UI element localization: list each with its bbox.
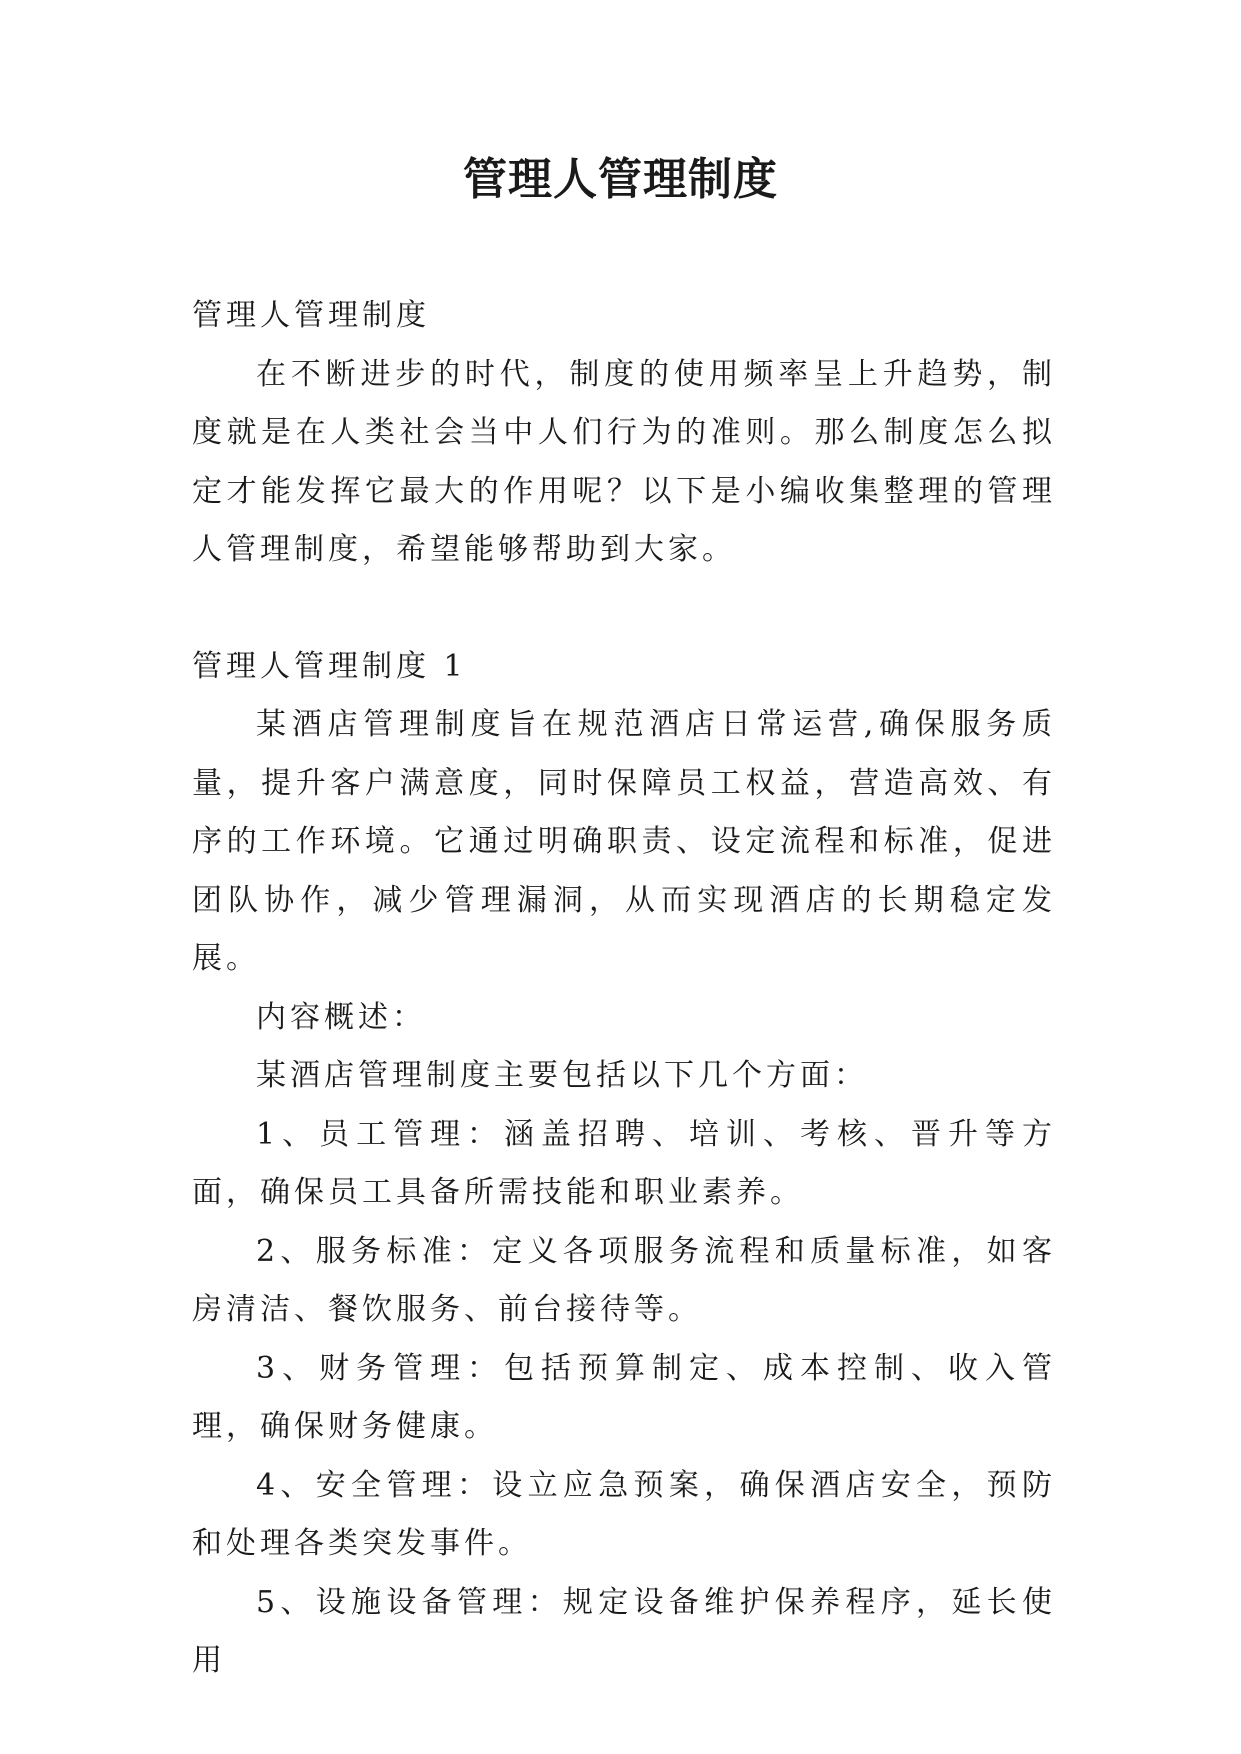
list-item: 3、财务管理：包括预算制定、成本控制、收入管理，确保财务健康。 <box>192 1350 1056 1444</box>
section-paragraph: 某酒店管理制度旨在规范酒店日常运营,确保服务质量，提升客户满意度，同时保障员工权益，营造高效、有序的工作环境。它通过明确职责、设定流程和标准，促进团队协作，减少管理漏洞，从而实现酒店的长期稳定发展。 <box>192 707 1056 976</box>
overview-intro: 某酒店管理制度主要包括以下几个方面： <box>256 1058 868 1093</box>
document-title: 管理人管理制度 <box>463 154 778 205</box>
list-item: 4、安全管理：设立应急预案，确保酒店安全，预防和处理各类突发事件。 <box>192 1467 1056 1561</box>
intro-paragraph: 在不断进步的时代，制度的使用频率呈上升趋势，制度就是在人类社会当中人们行为的准则。那么制度怎么拟定才能发挥它最大的作用呢？以下是小编收集整理的管理人管理制度，希望能够帮助到大家。 <box>192 356 1056 567</box>
section-gap <box>192 580 1056 638</box>
section-heading: 管理人管理制度 1 <box>192 648 467 684</box>
list-item: 5、设施设备管理：规定设备维护保养程序，延长使用 <box>192 1584 1056 1678</box>
list-item: 2、服务标准：定义各项服务流程和质量标准，如客房清洁、餐饮服务、前台接待等。 <box>192 1233 1056 1327</box>
subtitle: 管理人管理制度 <box>192 298 430 333</box>
document-body <box>192 287 1056 1691</box>
list-item: 1、员工管理：涵盖招聘、培训、考核、晋升等方面，确保员工具备所需技能和职业素养。 <box>192 1116 1056 1210</box>
overview-label: 内容概述： <box>256 999 426 1035</box>
